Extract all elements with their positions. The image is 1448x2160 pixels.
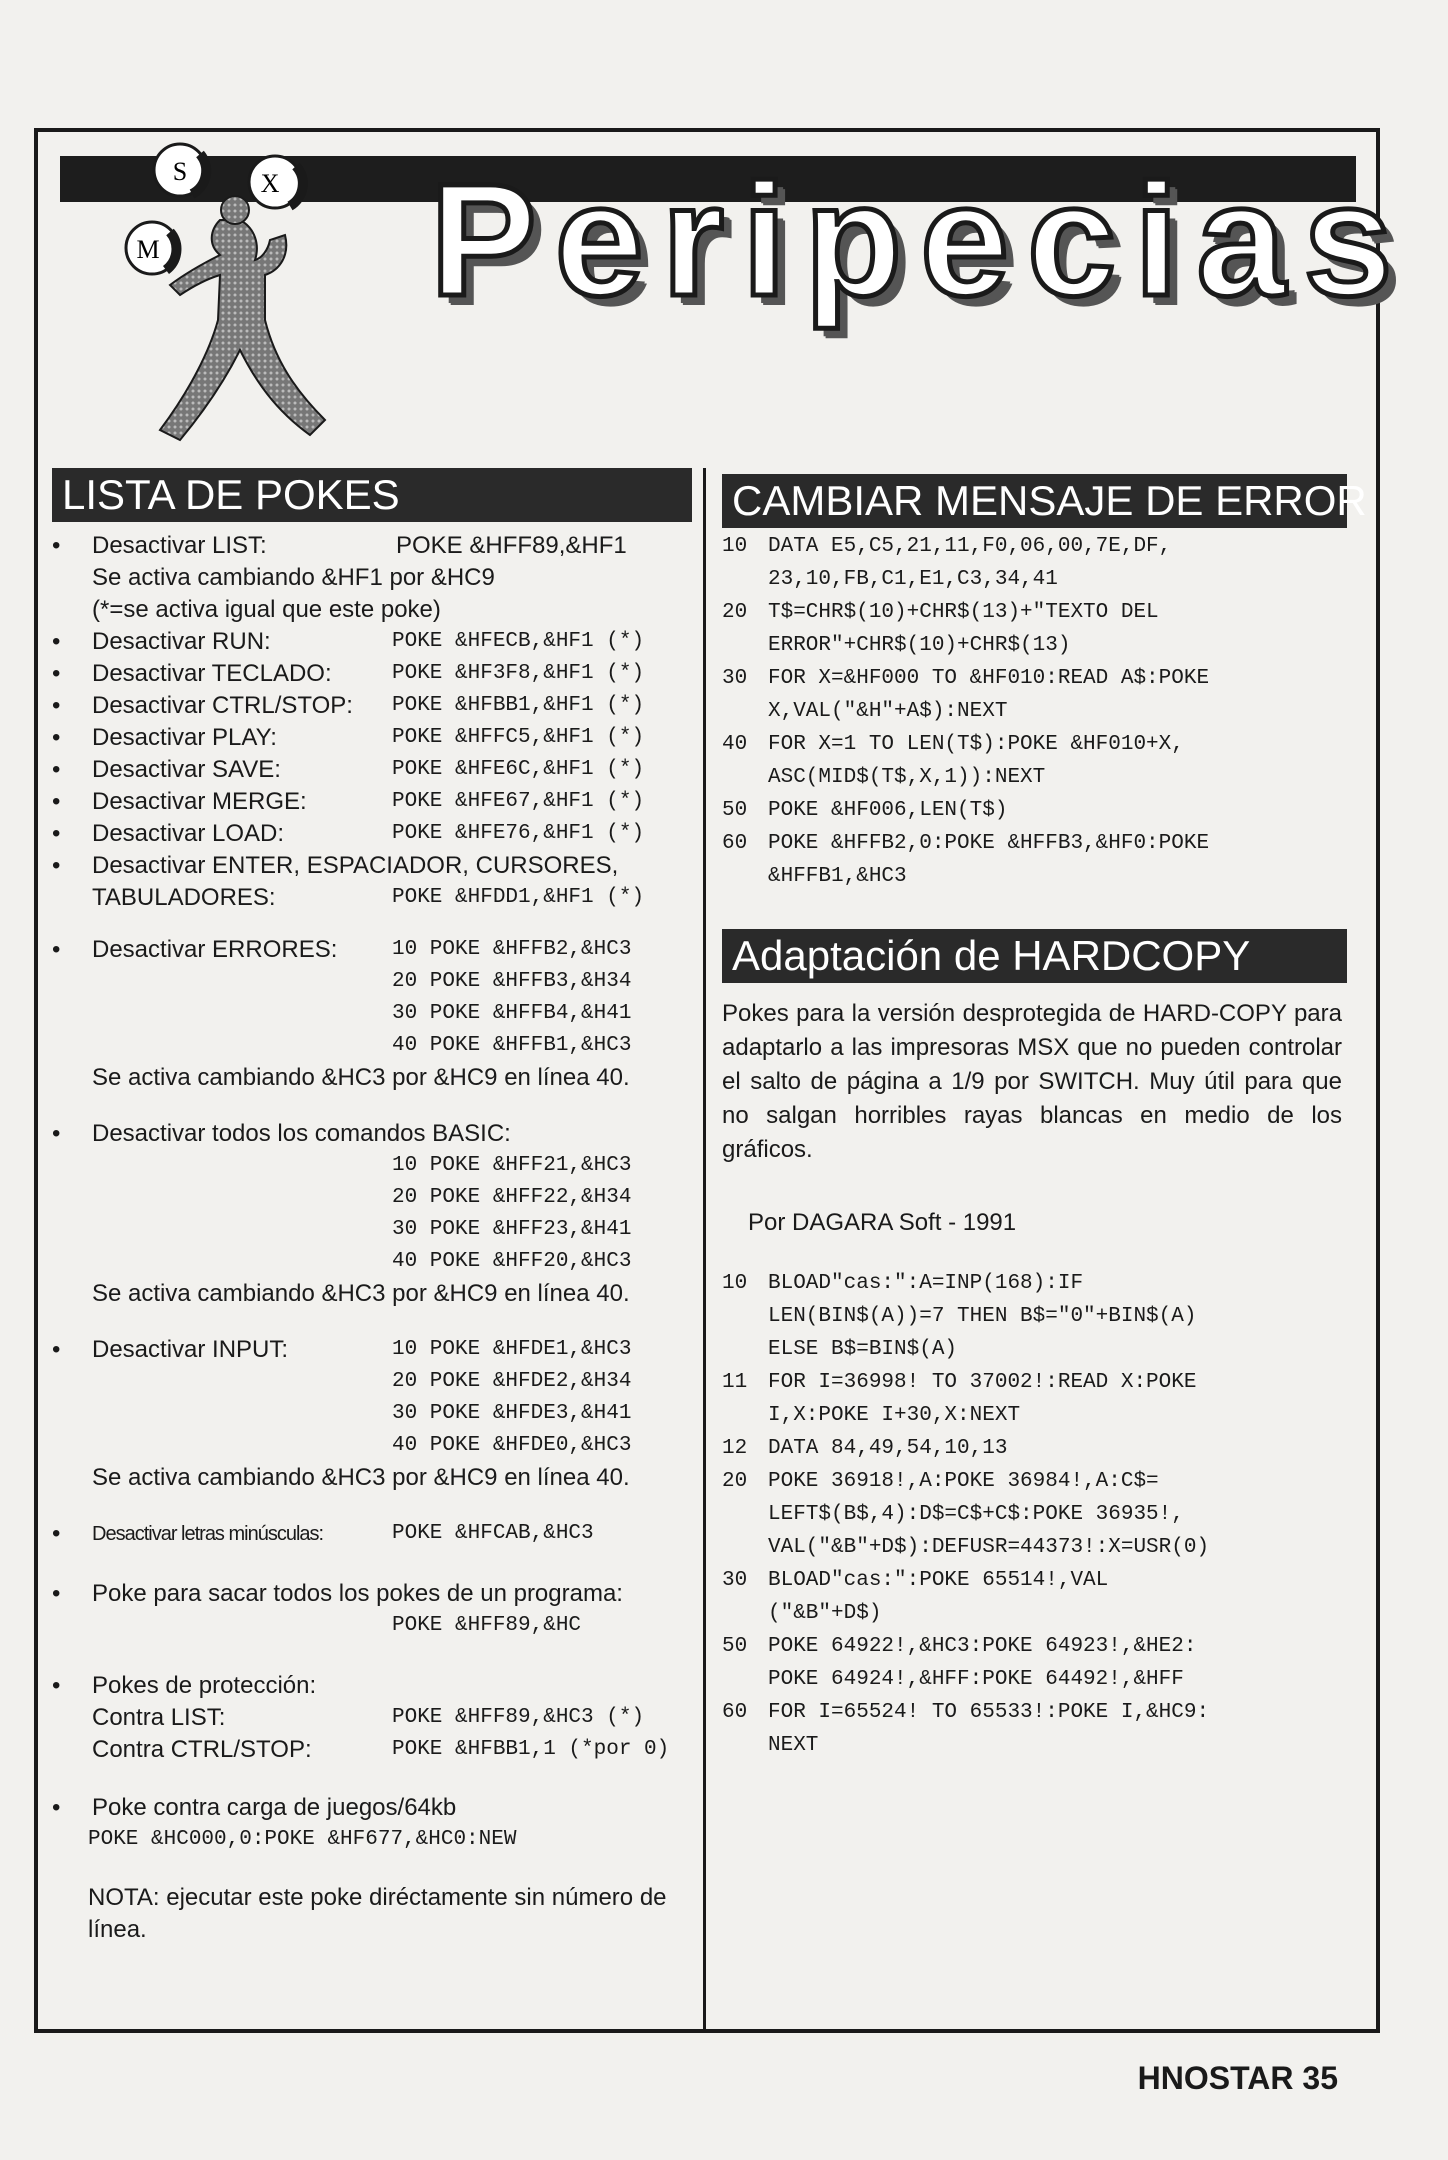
code-text: &HFFB1,&HC3 bbox=[768, 865, 907, 888]
item-code: 40 POKE &HFDE0,&HC3 bbox=[392, 1434, 632, 1457]
pokes-list bbox=[52, 626, 692, 850]
line-number bbox=[722, 1399, 768, 1432]
line-number bbox=[722, 563, 768, 596]
code-line bbox=[722, 1465, 1352, 1498]
code-line bbox=[722, 1531, 1352, 1564]
code-text: DATA E5,C5,21,11,F0,06,00,7E,DF, bbox=[768, 535, 1172, 558]
item-label: Desactivar INPUT: bbox=[92, 1336, 289, 1363]
code-text: POKE 64922!,&HC3:POKE 64923!,&HE2: bbox=[768, 1635, 1197, 1658]
line-number: 50 bbox=[722, 799, 748, 822]
code-text: X,VAL("&H"+A$):NEXT bbox=[768, 700, 1008, 723]
code-line bbox=[722, 1696, 1352, 1729]
item-label: Poke para sacar todos los pokes de un programa: bbox=[92, 1580, 623, 1607]
list-item: • Desactivar CTRL/STOP: POKE &HFBB1,&HF1 (*) bbox=[52, 690, 692, 722]
line-number: 30 bbox=[722, 667, 748, 690]
item-label: Desactivar LOAD: bbox=[92, 820, 285, 847]
item-code: POKE &HFECB,&HF1 (*) bbox=[392, 630, 645, 653]
code-text: POKE 36918!,A:POKE 36984!,A:C$= bbox=[768, 1470, 1159, 1493]
line-number bbox=[722, 1597, 768, 1630]
nota-text: NOTA: ejecutar este poke diréctamente sin número de línea. bbox=[88, 1884, 667, 1943]
line-number: 50 bbox=[722, 1635, 748, 1658]
list-item: • Desactivar RUN: POKE &HFECB,&HF1 (*) bbox=[52, 626, 692, 658]
line-number: 30 bbox=[722, 1569, 748, 1592]
item-code: 30 POKE &HFFB4,&H41 bbox=[392, 1002, 632, 1025]
line-number: 40 bbox=[722, 733, 748, 756]
line-number bbox=[722, 1729, 768, 1762]
svg-text:M: M bbox=[136, 235, 160, 264]
code-text: ELSE B$=BIN$(A) bbox=[768, 1338, 958, 1361]
line-number bbox=[722, 761, 768, 794]
item-code: POKE &HFE67,&HF1 (*) bbox=[392, 790, 645, 813]
item-code: 20 POKE &HFFB3,&H34 bbox=[392, 970, 632, 993]
code-line bbox=[722, 761, 1352, 794]
right-column bbox=[722, 530, 1352, 1762]
item-code: POKE &HFCAB,&HC3 bbox=[392, 1522, 594, 1545]
code-line bbox=[722, 629, 1352, 662]
line-number: 60 bbox=[722, 832, 748, 855]
item-label: Desactivar ENTER, ESPACIADOR, CURSORES, bbox=[92, 852, 619, 879]
item-code: 10 POKE &HFFB2,&HC3 bbox=[392, 938, 632, 961]
code-line bbox=[722, 728, 1352, 761]
list-item: • Desactivar TECLADO: POKE &HF3F8,&HF1 (*) bbox=[52, 658, 692, 690]
line-number: 20 bbox=[722, 601, 748, 624]
item-code: 40 POKE &HFF20,&HC3 bbox=[392, 1250, 632, 1273]
item-code: POKE &HFE76,&HF1 (*) bbox=[392, 822, 645, 845]
line-number bbox=[722, 860, 768, 893]
code-line bbox=[722, 695, 1352, 728]
item-code: POKE &HFBB1,1 (*por 0) bbox=[392, 1738, 670, 1761]
code-line bbox=[722, 1333, 1352, 1366]
code-text: VAL("&B"+D$):DEFUSR=44373!:X=USR(0) bbox=[768, 1536, 1210, 1559]
line-number bbox=[722, 1531, 768, 1564]
item-label: Pokes de protección: bbox=[92, 1672, 317, 1699]
item-label: Desactivar MERGE: bbox=[92, 788, 307, 815]
line-number: 10 bbox=[722, 1272, 748, 1295]
list-item: • Desactivar PLAY: POKE &HFFC5,&HF1 (*) bbox=[52, 722, 692, 754]
code-text: POKE &HF006,LEN(T$) bbox=[768, 799, 1008, 822]
code-text: ("&B"+D$) bbox=[768, 1602, 882, 1625]
item-label: Desactivar letras minúsculas: bbox=[92, 1523, 324, 1545]
code-line bbox=[722, 1498, 1352, 1531]
msx-juggler-logo bbox=[70, 70, 350, 490]
item-label: Desactivar RUN: bbox=[92, 628, 271, 655]
code-line bbox=[722, 1630, 1352, 1663]
line-number bbox=[722, 1333, 768, 1366]
section-heading-hardcopy: Adaptación de HARDCOPY bbox=[722, 929, 1347, 983]
code-text: LEFT$(B$,4):D$=C$+C$:POKE 36935!, bbox=[768, 1503, 1184, 1526]
list-item: • Pokes de protección: bbox=[52, 1672, 317, 1699]
code-line bbox=[722, 1597, 1352, 1630]
hardcopy-paragraph: Pokes para la versión desprotegida de HARD-COPY para adaptarlo a las impresoras MSX que no pueden controlar el salto de página a 1/9 por SWITCH. Muy útil para que no salgan horribles rayas blancas en medio de los gráficos. bbox=[722, 1000, 1342, 1163]
line-number: 12 bbox=[722, 1437, 748, 1460]
code-text: T$=CHR$(10)+CHR$(13)+"TEXTO DEL bbox=[768, 601, 1159, 624]
code-text: 23,10,FB,C1,E1,C3,34,41 bbox=[768, 568, 1058, 591]
line-number: 20 bbox=[722, 1470, 748, 1493]
item-label: Desactivar PLAY: bbox=[92, 724, 277, 751]
item-note: Se activa cambiando &HC3 por &HC9 en línea 40. bbox=[92, 1464, 630, 1491]
item-code: POKE &HFE6C,&HF1 (*) bbox=[392, 758, 645, 781]
line-number bbox=[722, 629, 768, 662]
list-item: • Poke contra carga de juegos/64kb bbox=[52, 1794, 457, 1821]
line-number bbox=[722, 1300, 768, 1333]
list-item-continued bbox=[52, 882, 692, 914]
item-code: POKE &HC000,0:POKE &HF677,&HC0:NEW bbox=[88, 1828, 517, 1851]
code-line bbox=[722, 827, 1352, 860]
code-line bbox=[722, 1366, 1352, 1399]
code-text: FOR X=1 TO LEN(T$):POKE &HF010+X, bbox=[768, 733, 1184, 756]
section-heading-lista-pokes: LISTA DE POKES bbox=[52, 468, 692, 522]
code-block-hardcopy bbox=[722, 1267, 1352, 1762]
line-number bbox=[722, 1663, 768, 1696]
code-text: I,X:POKE I+30,X:NEXT bbox=[768, 1404, 1021, 1427]
code-line bbox=[722, 1432, 1352, 1465]
item-code: POKE &HFDD1,&HF1 (*) bbox=[392, 886, 645, 909]
code-block-error bbox=[722, 530, 1352, 893]
item-code: POKE &HFF89,&HC3 (*) bbox=[392, 1706, 645, 1729]
item-code: 20 POKE &HFF22,&H34 bbox=[392, 1186, 632, 1209]
code-line bbox=[722, 1267, 1352, 1300]
page-title: Peripecias bbox=[430, 150, 1411, 329]
item-code: 20 POKE &HFDE2,&H34 bbox=[392, 1370, 632, 1393]
item-code: POKE &HFF89,&HC bbox=[392, 1614, 582, 1637]
errores-item: • Desactivar ERRORES: 10 POKE &HFFB2,&HC3 bbox=[52, 934, 692, 966]
item-code: 30 POKE &HFDE3,&H41 bbox=[392, 1402, 632, 1425]
item-label: TABULADORES: bbox=[92, 884, 276, 911]
item-note: Se activa cambiando &HC3 por &HC9 en línea 40. bbox=[92, 1280, 630, 1307]
item-label: Desactivar LIST: bbox=[92, 532, 267, 559]
svg-text:S: S bbox=[172, 157, 188, 186]
code-line bbox=[722, 1399, 1352, 1432]
list-item: • Desactivar LIST: POKE &HFF89,&HF1 bbox=[52, 530, 692, 562]
item-label: Desactivar todos los comandos BASIC: bbox=[92, 1120, 511, 1147]
list-item: • Desactivar ENTER, ESPACIADOR, CURSORES, bbox=[52, 852, 619, 879]
sub-item bbox=[52, 1702, 692, 1734]
svg-text:X: X bbox=[260, 169, 280, 198]
code-text: ERROR"+CHR$(10)+CHR$(13) bbox=[768, 634, 1071, 657]
line-number bbox=[722, 695, 768, 728]
item-code: 10 POKE &HFDE1,&HC3 bbox=[392, 1338, 632, 1361]
column-divider bbox=[703, 468, 706, 2033]
list-item: • Desactivar MERGE: POKE &HFE67,&HF1 (*) bbox=[52, 786, 692, 818]
code-line bbox=[722, 1564, 1352, 1597]
code-text: NEXT bbox=[768, 1734, 819, 1757]
left-column bbox=[52, 530, 692, 1946]
code-text: FOR X=&HF000 TO &HF010:READ A$:POKE bbox=[768, 667, 1210, 690]
code-line bbox=[722, 596, 1352, 629]
code-line bbox=[722, 1663, 1352, 1696]
code-text: FOR I=65524! TO 65533!:POKE I,&HC9: bbox=[768, 1701, 1210, 1724]
code-text: BLOAD"cas:":POKE 65514!,VAL bbox=[768, 1569, 1109, 1592]
item-code: POKE &HFFC5,&HF1 (*) bbox=[392, 726, 645, 749]
line-number: 11 bbox=[722, 1371, 748, 1394]
list-note: Se activa cambiando &HF1 por &HC9 bbox=[92, 564, 495, 591]
sub-item bbox=[52, 1734, 692, 1766]
list-item: • Desactivar LOAD: POKE &HFE76,&HF1 (*) bbox=[52, 818, 692, 850]
item-label: Desactivar TECLADO: bbox=[92, 660, 332, 687]
byline: Por DAGARA Soft - 1991 bbox=[748, 1209, 1017, 1236]
code-line bbox=[722, 662, 1352, 695]
code-line bbox=[722, 1300, 1352, 1333]
code-text: DATA 84,49,54,10,13 bbox=[768, 1437, 1008, 1460]
minusculas-item: • Desactivar letras minúsculas: POKE &HFCAB,&HC3 bbox=[52, 1518, 692, 1550]
page-footer: HNOSTAR 35 bbox=[1137, 2060, 1338, 2096]
code-line bbox=[722, 794, 1352, 827]
code-text: POKE &HFFB2,0:POKE &HFFB3,&HF0:POKE bbox=[768, 832, 1210, 855]
item-label: Desactivar CTRL/STOP: bbox=[92, 692, 353, 719]
code-line bbox=[722, 563, 1352, 596]
code-text: FOR I=36998! TO 37002!:READ X:POKE bbox=[768, 1371, 1197, 1394]
item-label: Contra CTRL/STOP: bbox=[92, 1736, 312, 1763]
item-code: POKE &HF3F8,&HF1 (*) bbox=[392, 662, 645, 685]
code-text: POKE 64924!,&HFF:POKE 64492!,&HFF bbox=[768, 1668, 1184, 1691]
list-note: (*=se activa igual que este poke) bbox=[92, 596, 441, 623]
line-number bbox=[722, 1498, 768, 1531]
item-code: POKE &HFBB1,&HF1 (*) bbox=[392, 694, 645, 717]
item-code: 10 POKE &HFF21,&HC3 bbox=[392, 1154, 632, 1177]
item-code: 30 POKE &HFF23,&H41 bbox=[392, 1218, 632, 1241]
list-item: • Desactivar SAVE: POKE &HFE6C,&HF1 (*) bbox=[52, 754, 692, 786]
input-item: • Desactivar INPUT: 10 POKE &HFDE1,&HC3 bbox=[52, 1334, 692, 1366]
code-text: LEN(BIN$(A))=7 THEN B$="0"+BIN$(A) bbox=[768, 1305, 1197, 1328]
item-code: POKE &HFF89,&HF1 bbox=[396, 532, 627, 559]
line-number: 60 bbox=[722, 1701, 748, 1724]
list-item: • Poke para sacar todos los pokes de un programa: bbox=[52, 1580, 623, 1607]
code-line bbox=[722, 860, 1352, 893]
code-text: BLOAD"cas:":A=INP(168):IF bbox=[768, 1272, 1084, 1295]
item-label: Poke contra carga de juegos/64kb bbox=[92, 1794, 457, 1821]
item-code: 40 POKE &HFFB1,&HC3 bbox=[392, 1034, 632, 1057]
section-heading-cambiar-mensaje: CAMBIAR MENSAJE DE ERROR bbox=[722, 474, 1347, 528]
line-number: 10 bbox=[722, 535, 748, 558]
list-item: • Desactivar todos los comandos BASIC: bbox=[52, 1120, 511, 1147]
item-label: Desactivar ERRORES: bbox=[92, 936, 338, 963]
item-label: Desactivar SAVE: bbox=[92, 756, 281, 783]
item-label: Contra LIST: bbox=[92, 1704, 226, 1731]
code-text: ASC(MID$(T$,X,1)):NEXT bbox=[768, 766, 1046, 789]
code-line bbox=[722, 530, 1352, 563]
item-note: Se activa cambiando &HC3 por &HC9 en línea 40. bbox=[92, 1064, 630, 1091]
code-line bbox=[722, 1729, 1352, 1762]
